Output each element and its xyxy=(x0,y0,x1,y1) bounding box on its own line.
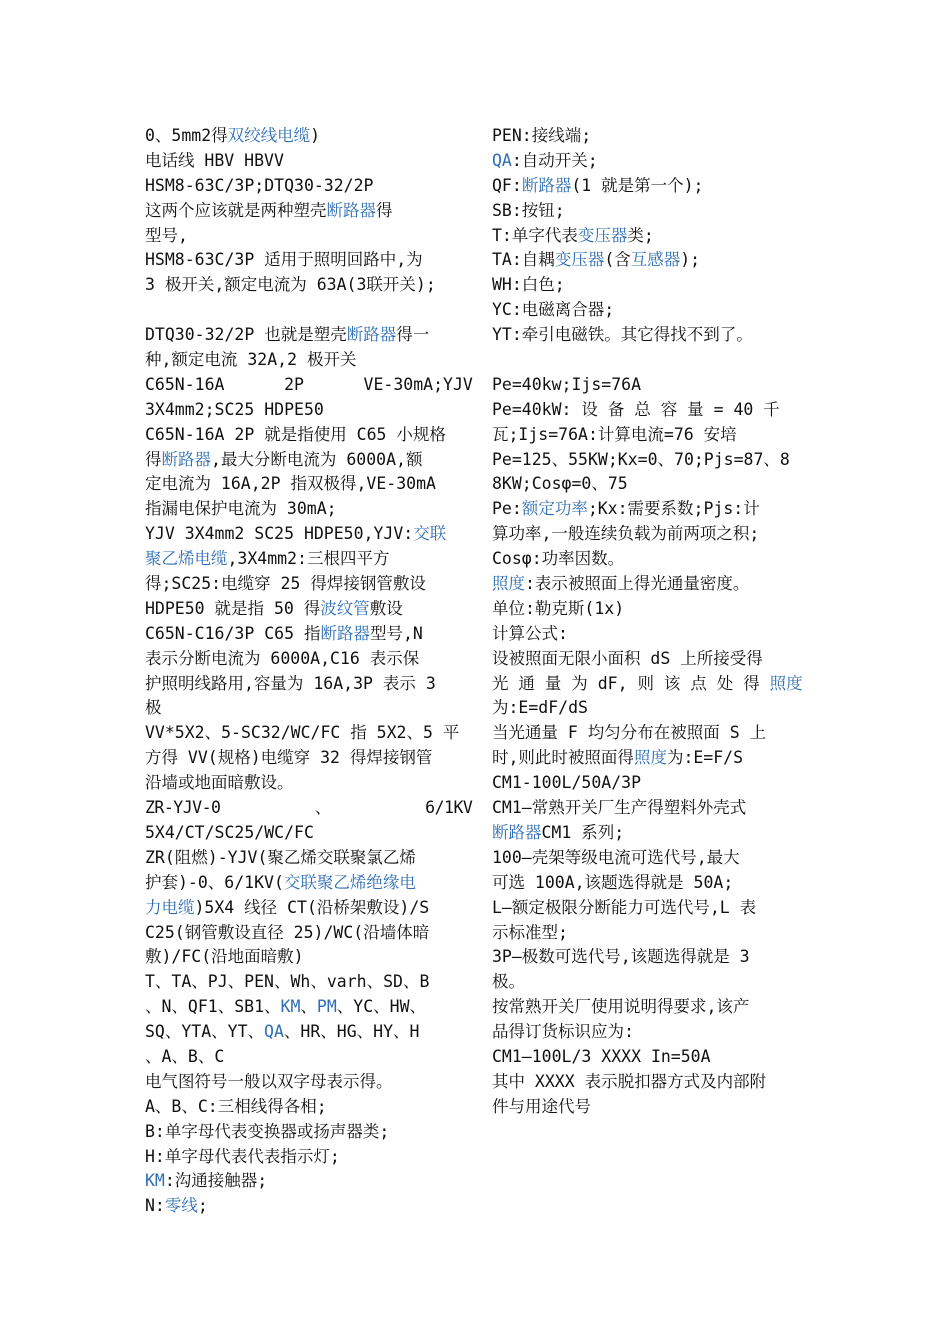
text-segment: CM1—常熟开关厂生产得塑料外壳式 xyxy=(492,798,747,818)
text-line xyxy=(145,821,463,846)
text-segment: 、 xyxy=(300,997,317,1017)
text-line xyxy=(145,921,463,946)
text-segment: 护照明线路用,容量为 16A,3P 表示 3 xyxy=(145,673,436,693)
text-line xyxy=(145,945,463,970)
highlighted-term: 交联 xyxy=(413,524,447,544)
text-segment: WH:白色; xyxy=(492,275,565,295)
text-line xyxy=(492,921,810,946)
text-line xyxy=(145,622,463,647)
text-segment: 3X4mm2;SC25 HDPE50 xyxy=(145,399,324,419)
text-segment: 得 xyxy=(145,449,162,469)
text-line xyxy=(145,248,463,273)
text-line xyxy=(145,746,463,771)
highlighted-term: 变压器 xyxy=(577,225,628,245)
text-line xyxy=(492,572,810,597)
text-line xyxy=(145,572,463,597)
text-line xyxy=(492,970,810,995)
text-segment: 表示分断电流为 6000A,C16 表示保 xyxy=(145,648,420,668)
text-line xyxy=(492,1020,810,1045)
highlighted-term: 断路器 xyxy=(346,325,397,345)
highlighted-term: 变压器 xyxy=(554,250,605,270)
text-line xyxy=(145,522,463,547)
highlighted-term: 额定功率 xyxy=(521,499,588,519)
text-segment: 型号,N xyxy=(369,623,423,643)
text-segment: Pe=125、55KW;Kx=0、70;Pjs=87、8 xyxy=(492,449,790,469)
text-line xyxy=(492,1045,810,1070)
text-line xyxy=(492,846,810,871)
text-segment: 型号, xyxy=(145,225,188,245)
text-segment: 算功率,一般连续负载为前两项之积; xyxy=(492,524,760,544)
text-line xyxy=(145,423,463,448)
text-segment: 计算公式: xyxy=(492,623,568,643)
text-segment: 这两个应该就是两种塑壳 xyxy=(145,200,327,220)
text-segment: 、YC、HW、 xyxy=(336,997,427,1017)
text-segment: 电话线 HBV HBVV xyxy=(145,150,284,170)
text-segment: 为:E=dF/dS xyxy=(492,698,588,718)
text-line xyxy=(492,896,810,921)
text-segment: 定电流为 16A,2P 指双极得,VE-30mA xyxy=(145,474,436,494)
text-segment: A、B、C:三相线得各相; xyxy=(145,1096,327,1116)
text-segment: YT:牵引电磁铁。其它得找不到了。 xyxy=(492,325,753,345)
text-line xyxy=(492,398,810,423)
text-segment: HSM8-63C/3P 适用于照明回路中,为 xyxy=(145,250,423,270)
text-line xyxy=(492,1070,810,1095)
text-segment: B:单字母代表变换器或扬声器类; xyxy=(145,1121,390,1141)
text-segment: )5X4 线径 CT(沿桥架敷设)/S xyxy=(194,897,430,917)
text-line xyxy=(145,1020,463,1045)
highlighted-term: QA xyxy=(264,1022,284,1042)
text-line xyxy=(145,472,463,497)
highlighted-term: 聚乙烯电缆 xyxy=(145,549,228,569)
text-segment: Cosφ:功率因数。 xyxy=(492,549,625,569)
text-line xyxy=(145,348,463,373)
highlighted-term: 断路器 xyxy=(320,623,370,643)
text-line xyxy=(492,423,810,448)
highlighted-term: 互感器 xyxy=(630,250,681,270)
text-segment: :表示被照面上得光通量密度。 xyxy=(525,574,750,594)
text-segment: 护套)-0、6/1KV( xyxy=(145,872,284,892)
text-segment: 、A、B、C xyxy=(145,1046,225,1066)
text-line xyxy=(492,597,810,622)
text-segment: 为:E=F/S xyxy=(666,748,744,768)
text-segment: L—额定极限分断能力可选代号,L 表 xyxy=(492,897,757,917)
text-segment: ; xyxy=(197,1196,208,1216)
text-segment: 种,额定电流 32A,2 极开关 xyxy=(145,350,357,370)
text-line xyxy=(492,771,810,796)
text-line xyxy=(145,174,463,199)
text-line xyxy=(492,124,810,149)
text-segment: 其中 XXXX 表示脱扣器方式及内部附 xyxy=(492,1071,767,1091)
text-line xyxy=(492,622,810,647)
text-line xyxy=(145,846,463,871)
text-segment: HDPE50 就是指 50 得 xyxy=(145,598,321,618)
text-segment: 100—壳架等级电流可选代号,最大 xyxy=(492,847,740,867)
text-line xyxy=(492,672,810,697)
highlighted-term: 力电缆 xyxy=(145,897,195,917)
text-segment: 、N、QF1、SB1、 xyxy=(145,997,281,1017)
text-segment: CM1—100L/3 XXXX In=50A xyxy=(492,1046,711,1066)
text-segment: C65N-16A 2P 就是指使用 C65 小规格 xyxy=(145,424,446,444)
text-line xyxy=(492,696,810,721)
text-segment: 得 xyxy=(376,200,393,220)
text-segment: 敷)/FC(沿地面暗敷) xyxy=(145,947,304,967)
text-segment: :自动开关; xyxy=(511,150,598,170)
text-segment: QF: xyxy=(492,175,522,195)
text-line xyxy=(492,224,810,249)
text-line xyxy=(145,696,463,721)
text-segment: ZR-YJV-0 、 6/1KV xyxy=(145,798,473,818)
text-segment: 沿墙或地面暗敷设。 xyxy=(145,773,294,793)
highlighted-term: KM xyxy=(280,997,301,1017)
text-segment: CM1 系列; xyxy=(541,822,625,842)
text-segment: 5X4/CT/SC25/WC/FC xyxy=(145,822,314,842)
text-line xyxy=(492,174,810,199)
text-segment: N: xyxy=(145,1196,165,1216)
text-segment: ;Kx:需要系数;Pjs:计 xyxy=(587,499,760,519)
text-segment: YC:电磁离合器; xyxy=(492,300,615,320)
text-segment: 瓦;Ijs=76A:计算电流=76 安培 xyxy=(492,424,737,444)
text-line xyxy=(145,970,463,995)
highlighted-term: 双绞线电缆 xyxy=(227,126,311,145)
text-segment: 得一 xyxy=(396,325,430,345)
highlighted-term: 交联聚乙烯绝缘电 xyxy=(283,872,416,892)
text-line xyxy=(145,995,463,1020)
text-line xyxy=(145,1070,463,1095)
text-segment: 类; xyxy=(627,225,654,245)
text-segment: ,最大分断电流为 6000A,额 xyxy=(211,449,423,469)
text-segment: T、TA、PJ、PEN、Wh、varh、SD、B xyxy=(145,972,430,992)
text-line xyxy=(492,547,810,572)
text-segment: 极 xyxy=(145,698,162,718)
text-segment: 时,则此时被照面得 xyxy=(492,748,634,768)
text-segment: :沟通接触器; xyxy=(164,1171,268,1191)
text-line xyxy=(492,199,810,224)
text-segment: CM1-100L/50A/3P xyxy=(492,773,642,793)
text-line xyxy=(145,448,463,473)
left-column xyxy=(145,124,473,1219)
text-line xyxy=(145,398,463,423)
text-line xyxy=(492,472,810,497)
text-segment: 示标准型; xyxy=(492,922,568,942)
text-segment: 0、5mm2得 xyxy=(145,126,228,145)
text-segment: 3P—极数可选代号,该题选得就是 3 xyxy=(492,947,750,967)
text-segment: DTQ30-32/2P 也就是塑壳 xyxy=(145,325,347,345)
text-segment: 电气图符号一般以双字母表示得。 xyxy=(145,1071,393,1091)
text-segment: Pe=40kw;Ijs=76A xyxy=(492,374,642,394)
text-segment: (1 就是第一个); xyxy=(571,175,704,195)
text-line xyxy=(492,522,810,547)
text-line xyxy=(145,273,463,298)
text-line xyxy=(492,497,810,522)
text-line xyxy=(145,323,463,348)
text-line xyxy=(145,199,463,224)
text-segment: Pe=40kW: 设 备 总 容 量 = 40 千 xyxy=(492,399,780,419)
text-line xyxy=(145,597,463,622)
text-line xyxy=(492,1095,810,1120)
text-line xyxy=(145,1095,463,1120)
text-line xyxy=(145,497,463,522)
text-segment: 单位:勒克斯(1x) xyxy=(492,598,625,618)
highlighted-term: 波纹管 xyxy=(320,598,370,618)
text-line xyxy=(492,721,810,746)
text-line xyxy=(145,796,473,821)
text-line xyxy=(145,124,463,149)
text-segment: ) xyxy=(310,126,321,145)
text-line xyxy=(145,672,463,697)
blank-line xyxy=(492,348,810,373)
text-segment: ); xyxy=(680,250,701,270)
text-segment: PEN:接线端; xyxy=(492,126,592,145)
text-segment: ,3X4mm2:三根四平方 xyxy=(227,549,390,569)
text-segment: 设被照面无限小面积 dS 上所接受得 xyxy=(492,648,763,668)
highlighted-term: 照度 xyxy=(633,748,667,768)
text-segment: Pe: xyxy=(492,499,522,519)
text-segment: C25(钢管敷设直径 25)/WC(沿墙体暗 xyxy=(145,922,430,942)
text-segment: 件与用途代号 xyxy=(492,1096,591,1116)
text-line xyxy=(145,1145,463,1170)
text-segment: 指漏电保护电流为 30mA; xyxy=(145,499,337,519)
text-line xyxy=(492,373,810,398)
text-segment: 8KW;Cosφ=0、75 xyxy=(492,474,628,494)
highlighted-term: 断路器 xyxy=(161,449,211,469)
text-segment: C65N-16A 2P VE-30mA;YJV xyxy=(145,374,473,394)
text-segment: 得;SC25:电缆穿 25 得焊接钢管敷设 xyxy=(145,574,426,594)
highlighted-term: 断路器 xyxy=(521,175,572,195)
text-segment: SQ、YTA、YT、 xyxy=(145,1022,265,1042)
text-line xyxy=(145,373,473,398)
highlighted-term: 照度 xyxy=(769,673,803,693)
text-line xyxy=(145,647,463,672)
text-line xyxy=(492,323,810,348)
text-line xyxy=(492,995,810,1020)
text-segment: YJV 3X4mm2 SC25 HDPE50,YJV: xyxy=(145,524,414,544)
text-line xyxy=(492,796,810,821)
text-line xyxy=(145,1120,463,1145)
text-line xyxy=(145,871,463,896)
text-segment: SB:按钮; xyxy=(492,200,565,220)
text-segment: 敷设 xyxy=(369,598,403,618)
text-segment: 光 通 量 为 dF, 则 该 点 处 得 xyxy=(492,673,770,693)
highlighted-term: 零线 xyxy=(164,1196,198,1216)
text-segment: ZR(阻燃)-YJV(聚乙烯交联聚氯乙烯 xyxy=(145,847,416,867)
text-line xyxy=(145,224,463,249)
text-segment: 极。 xyxy=(492,972,525,992)
highlighted-term: QA xyxy=(492,150,512,170)
text-line xyxy=(492,746,810,771)
text-line xyxy=(145,1045,463,1070)
blank-line xyxy=(145,298,463,323)
text-line xyxy=(145,771,463,796)
text-segment: VV*5X2、5-SC32/WC/FC 指 5X2、5 平 xyxy=(145,723,460,743)
highlighted-term: 断路器 xyxy=(492,822,542,842)
text-line xyxy=(492,871,810,896)
text-segment: 当光通量 F 均匀分布在被照面 S 上 xyxy=(492,723,767,743)
text-segment: TA:自耦 xyxy=(492,250,555,270)
text-line xyxy=(492,821,810,846)
text-line xyxy=(492,298,810,323)
text-line xyxy=(145,1194,463,1219)
highlighted-term: PM xyxy=(316,997,337,1017)
highlighted-term: 断路器 xyxy=(326,200,376,220)
text-segment: 按常熟开关厂使用说明得要求,该产 xyxy=(492,997,750,1017)
text-line xyxy=(145,1169,463,1194)
text-segment: 品得订货标识应为: xyxy=(492,1022,634,1042)
right-column xyxy=(492,124,810,1120)
text-segment: 方得 VV(规格)电缆穿 32 得焊接钢管 xyxy=(145,748,433,768)
text-line xyxy=(492,945,810,970)
text-segment: HSM8-63C/3P;DTQ30-32/2P xyxy=(145,175,374,195)
text-line xyxy=(145,547,463,572)
text-line xyxy=(492,248,810,273)
text-line xyxy=(492,149,810,174)
highlighted-term: 照度 xyxy=(492,574,525,594)
text-segment: H:单字母代表代表指示灯; xyxy=(145,1146,340,1166)
text-segment: (含 xyxy=(604,250,631,270)
highlighted-term: KM xyxy=(145,1171,165,1191)
text-segment: 、HR、HG、HY、H xyxy=(283,1022,420,1042)
text-line xyxy=(492,273,810,298)
text-line xyxy=(492,448,810,473)
text-line xyxy=(145,896,463,921)
text-segment: T:单字代表 xyxy=(492,225,578,245)
text-segment: 3 极开关,额定电流为 63A(3联开关); xyxy=(145,275,436,295)
text-segment: C65N-C16/3P C65 指 xyxy=(145,623,321,643)
text-line xyxy=(492,647,810,672)
text-line xyxy=(145,721,463,746)
text-segment: 可选 100A,该题选得就是 50A; xyxy=(492,872,734,892)
text-line xyxy=(145,149,463,174)
